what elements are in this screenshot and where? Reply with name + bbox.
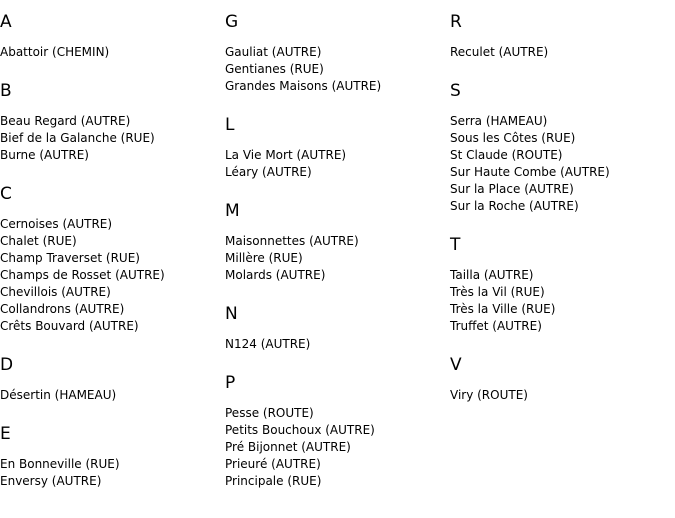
street-list — [0, 387, 222, 404]
street-entry: Petits Bouchoux (AUTRE) — [225, 423, 375, 437]
street-list — [225, 44, 447, 95]
street-entry: En Bonneville (RUE) — [0, 457, 120, 471]
street-entry: Millère (RUE) — [225, 251, 303, 265]
letter-group — [0, 424, 222, 490]
street-entry: Crêts Bouvard (AUTRE) — [0, 319, 139, 333]
letter-group — [0, 355, 222, 404]
section-letter-heading: R — [450, 12, 462, 32]
section-letter-heading: C — [0, 184, 12, 204]
street-list — [450, 267, 672, 335]
street-entry: Chevillois (AUTRE) — [0, 285, 111, 299]
street-entry: Très la Ville (RUE) — [450, 302, 556, 316]
section-letter-heading: V — [450, 355, 462, 375]
street-entry: Serra (HAMEAU) — [450, 114, 548, 128]
street-list — [450, 113, 672, 215]
street-entry: Gauliat (AUTRE) — [225, 45, 322, 59]
street-entry: Champs de Rosset (AUTRE) — [0, 268, 165, 282]
letter-group — [225, 304, 447, 353]
section-letter-heading: E — [0, 424, 11, 444]
street-list — [225, 147, 447, 181]
section-letter-heading: B — [0, 81, 12, 101]
index-column-2 — [225, 0, 447, 490]
street-entry: Pesse (ROUTE) — [225, 406, 314, 420]
street-entry: Sur la Place (AUTRE) — [450, 182, 574, 196]
street-entry: N124 (AUTRE) — [225, 337, 311, 351]
street-entry: Truffet (AUTRE) — [450, 319, 542, 333]
street-entry: St Claude (ROUTE) — [450, 148, 563, 162]
street-list — [225, 405, 447, 490]
street-entry: Grandes Maisons (AUTRE) — [225, 79, 382, 93]
street-entry: Enversy (AUTRE) — [0, 474, 102, 488]
street-list — [0, 113, 222, 164]
section-letter-heading: L — [225, 115, 235, 135]
street-entry: Reculet (AUTRE) — [450, 45, 549, 59]
street-entry: La Vie Mort (AUTRE) — [225, 148, 347, 162]
street-entry: Sous les Côtes (RUE) — [450, 131, 576, 145]
section-letter-heading: D — [0, 355, 14, 375]
street-entry: Viry (ROUTE) — [450, 388, 528, 402]
street-entry: Maisonnettes (AUTRE) — [225, 234, 359, 248]
street-entry: Très la Vil (RUE) — [450, 285, 545, 299]
section-letter-heading: N — [225, 304, 238, 324]
street-entry: Sur Haute Combe (AUTRE) — [450, 165, 610, 179]
index-column-1 — [0, 0, 222, 490]
street-entry: Abattoir (CHEMIN) — [0, 45, 110, 59]
street-entry: Bief de la Galanche (RUE) — [0, 131, 155, 145]
street-entry: Collandrons (AUTRE) — [0, 302, 125, 316]
street-entry: Cernoises (AUTRE) — [0, 217, 113, 231]
letter-group — [225, 201, 447, 284]
letter-group — [225, 115, 447, 181]
section-letter-heading: P — [225, 373, 236, 393]
street-list — [0, 216, 222, 335]
street-list — [0, 44, 222, 61]
letter-group — [450, 12, 672, 61]
letter-group — [450, 235, 672, 335]
street-list — [450, 387, 672, 404]
street-entry: Chalet (RUE) — [0, 234, 77, 248]
street-list — [225, 233, 447, 284]
street-entry: Sur la Roche (AUTRE) — [450, 199, 579, 213]
street-list — [225, 336, 447, 353]
letter-group — [0, 12, 222, 61]
street-entry: Principale (RUE) — [225, 474, 322, 488]
letter-group — [225, 373, 447, 490]
letter-group — [450, 81, 672, 215]
section-letter-heading: A — [0, 12, 12, 32]
street-entry: Molards (AUTRE) — [225, 268, 326, 282]
street-list — [0, 456, 222, 490]
section-letter-heading: M — [225, 201, 240, 221]
section-letter-heading: G — [225, 12, 239, 32]
street-entry: Tailla (AUTRE) — [450, 268, 534, 282]
letter-group — [0, 81, 222, 164]
street-entry: Prieuré (AUTRE) — [225, 457, 321, 471]
letter-group — [450, 355, 672, 404]
street-entry: Gentianes (RUE) — [225, 62, 324, 76]
letter-group — [0, 184, 222, 335]
street-list — [450, 44, 672, 61]
street-entry: Champ Traverset (RUE) — [0, 251, 140, 265]
street-entry: Beau Regard (AUTRE) — [0, 114, 131, 128]
street-entry: Léary (AUTRE) — [225, 165, 312, 179]
index-column-3 — [450, 0, 672, 404]
street-entry: Désertin (HAMEAU) — [0, 388, 117, 402]
street-entry: Pré Bijonnet (AUTRE) — [225, 440, 351, 454]
section-letter-heading: T — [450, 235, 461, 255]
section-letter-heading: S — [450, 81, 461, 101]
street-entry: Burne (AUTRE) — [0, 148, 89, 162]
letter-group — [225, 12, 447, 95]
